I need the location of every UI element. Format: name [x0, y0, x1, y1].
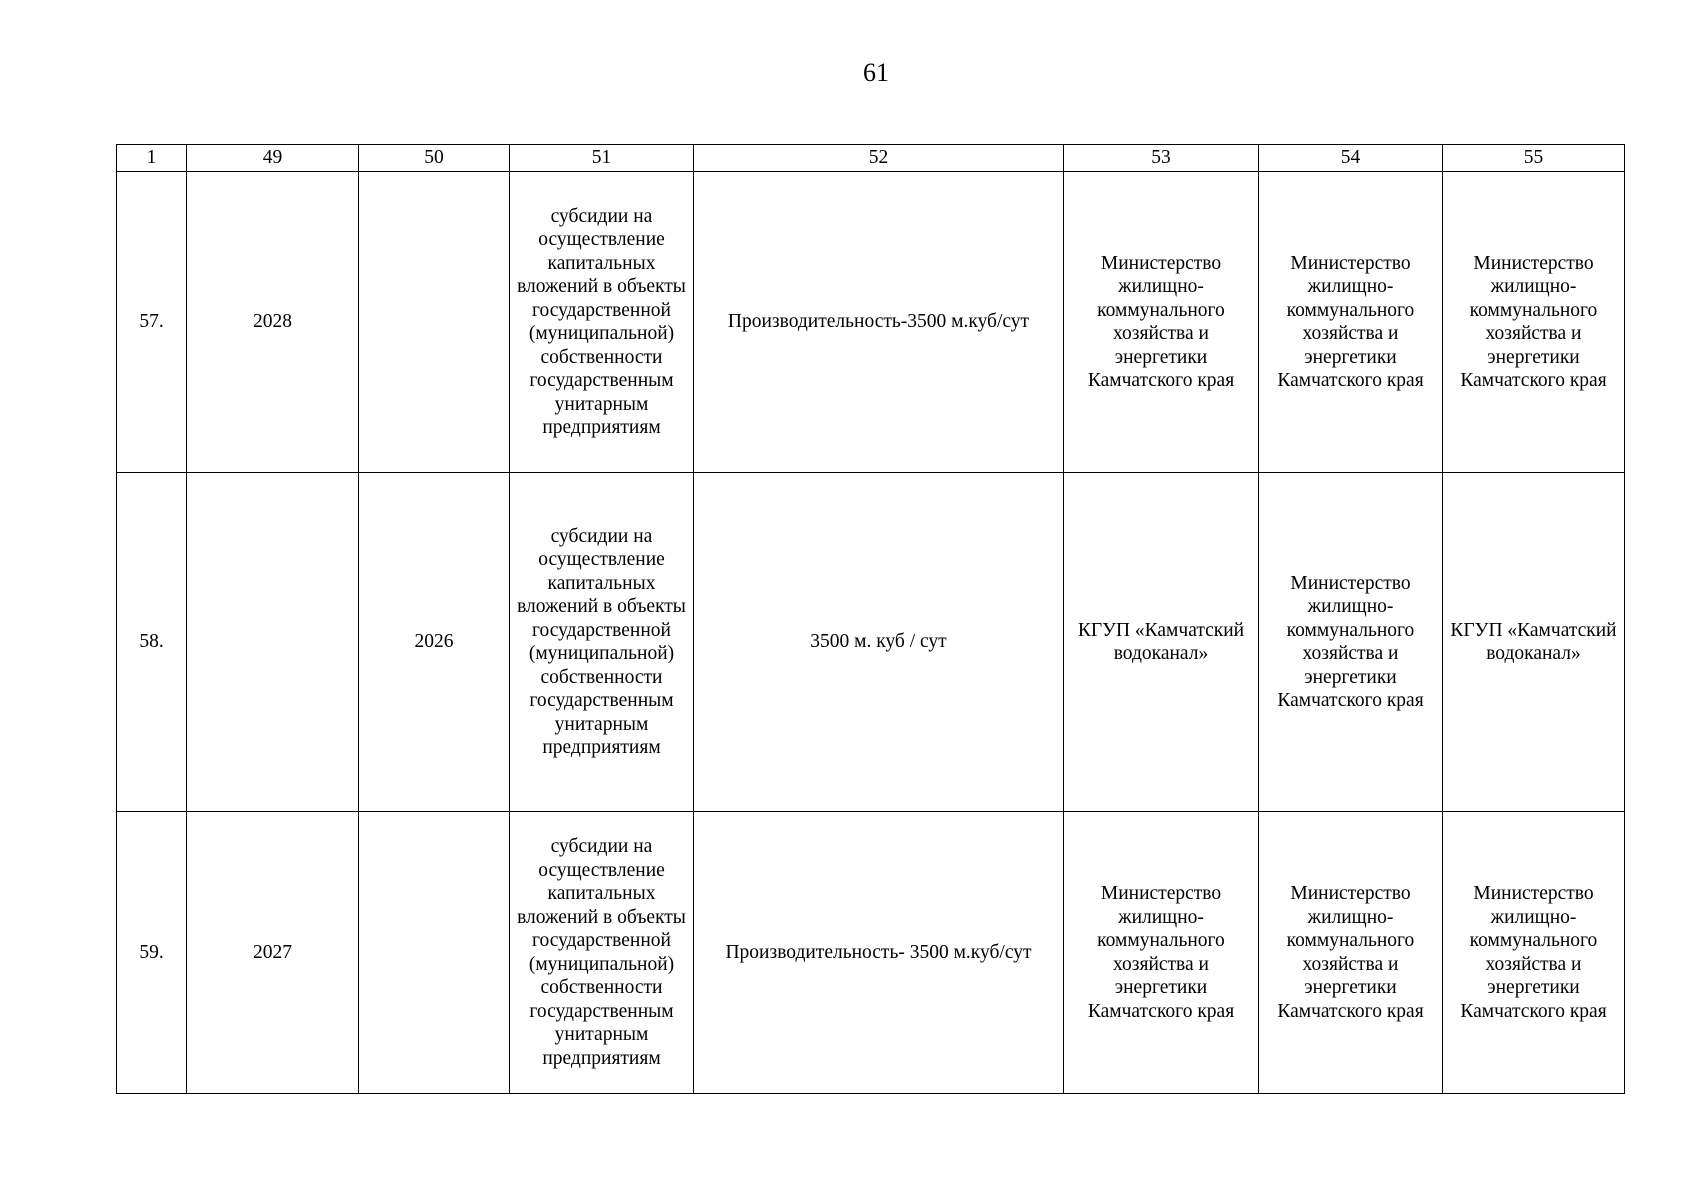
row-number-cell: 58. [117, 473, 187, 812]
row-number-cell: 57. [117, 172, 187, 473]
col-55-cell: Министерство жилищно-коммунального хозяйства и энергетики Камчатского края [1443, 812, 1625, 1094]
col-54-cell: Министерство жилищно-коммунального хозяйства и энергетики Камчатского края [1259, 812, 1443, 1094]
col-53-cell: КГУП «Камчатский водоканал» [1064, 473, 1259, 812]
column-header-51: 51 [510, 145, 694, 172]
col-55-cell: КГУП «Камчатский водоканал» [1443, 473, 1625, 812]
col-53-cell: Министерство жилищно-коммунального хозяйства и энергетики Камчатского края [1064, 172, 1259, 473]
column-header-53: 53 [1064, 145, 1259, 172]
col-49-cell: 2027 [187, 812, 359, 1094]
col-51-cell: субсидии на осуществление капитальных вложений в объекты государственной (муниципальной) собственности государственным унитарным предприятиям [510, 812, 694, 1094]
col-53-cell: Министерство жилищно-коммунального хозяйства и энергетики Камчатского края [1064, 812, 1259, 1094]
column-header-52: 52 [694, 145, 1064, 172]
col-50-cell [359, 172, 510, 473]
col-50-cell [359, 812, 510, 1094]
col-50-cell: 2026 [359, 473, 510, 812]
col-54-cell: Министерство жилищно-коммунального хозяйства и энергетики Камчатского края [1259, 172, 1443, 473]
col-51-cell: субсидии на осуществление капитальных вложений в объекты государственной (муниципальной) собственности государственным унитарным предприятиям [510, 172, 694, 473]
column-header-49: 49 [187, 145, 359, 172]
table-row [117, 812, 1625, 1094]
column-header-50: 50 [359, 145, 510, 172]
col-52-cell: Производительность-3500 м.куб/сут [694, 172, 1064, 473]
page-number: 61 [863, 58, 889, 87]
col-52-cell: 3500 м. куб / сут [694, 473, 1064, 812]
column-header-1: 1 [117, 145, 187, 172]
table-header-row [117, 145, 1625, 172]
table-row [117, 473, 1625, 812]
col-49-cell: 2028 [187, 172, 359, 473]
col-54-cell: Министерство жилищно-коммунального хозяйства и энергетики Камчатского края [1259, 473, 1443, 812]
col-55-cell: Министерство жилищно-коммунального хозяйства и энергетики Камчатского края [1443, 172, 1625, 473]
col-52-cell: Производительность- 3500 м.куб/сут [694, 812, 1064, 1094]
col-49-cell [187, 473, 359, 812]
data-table [116, 144, 1625, 1094]
column-header-54: 54 [1259, 145, 1443, 172]
col-51-cell: субсидии на осуществление капитальных вложений в объекты государственной (муниципальной) собственности государственным унитарным предприятиям [510, 473, 694, 812]
table-row [117, 172, 1625, 473]
row-number-cell: 59. [117, 812, 187, 1094]
column-header-55: 55 [1443, 145, 1625, 172]
